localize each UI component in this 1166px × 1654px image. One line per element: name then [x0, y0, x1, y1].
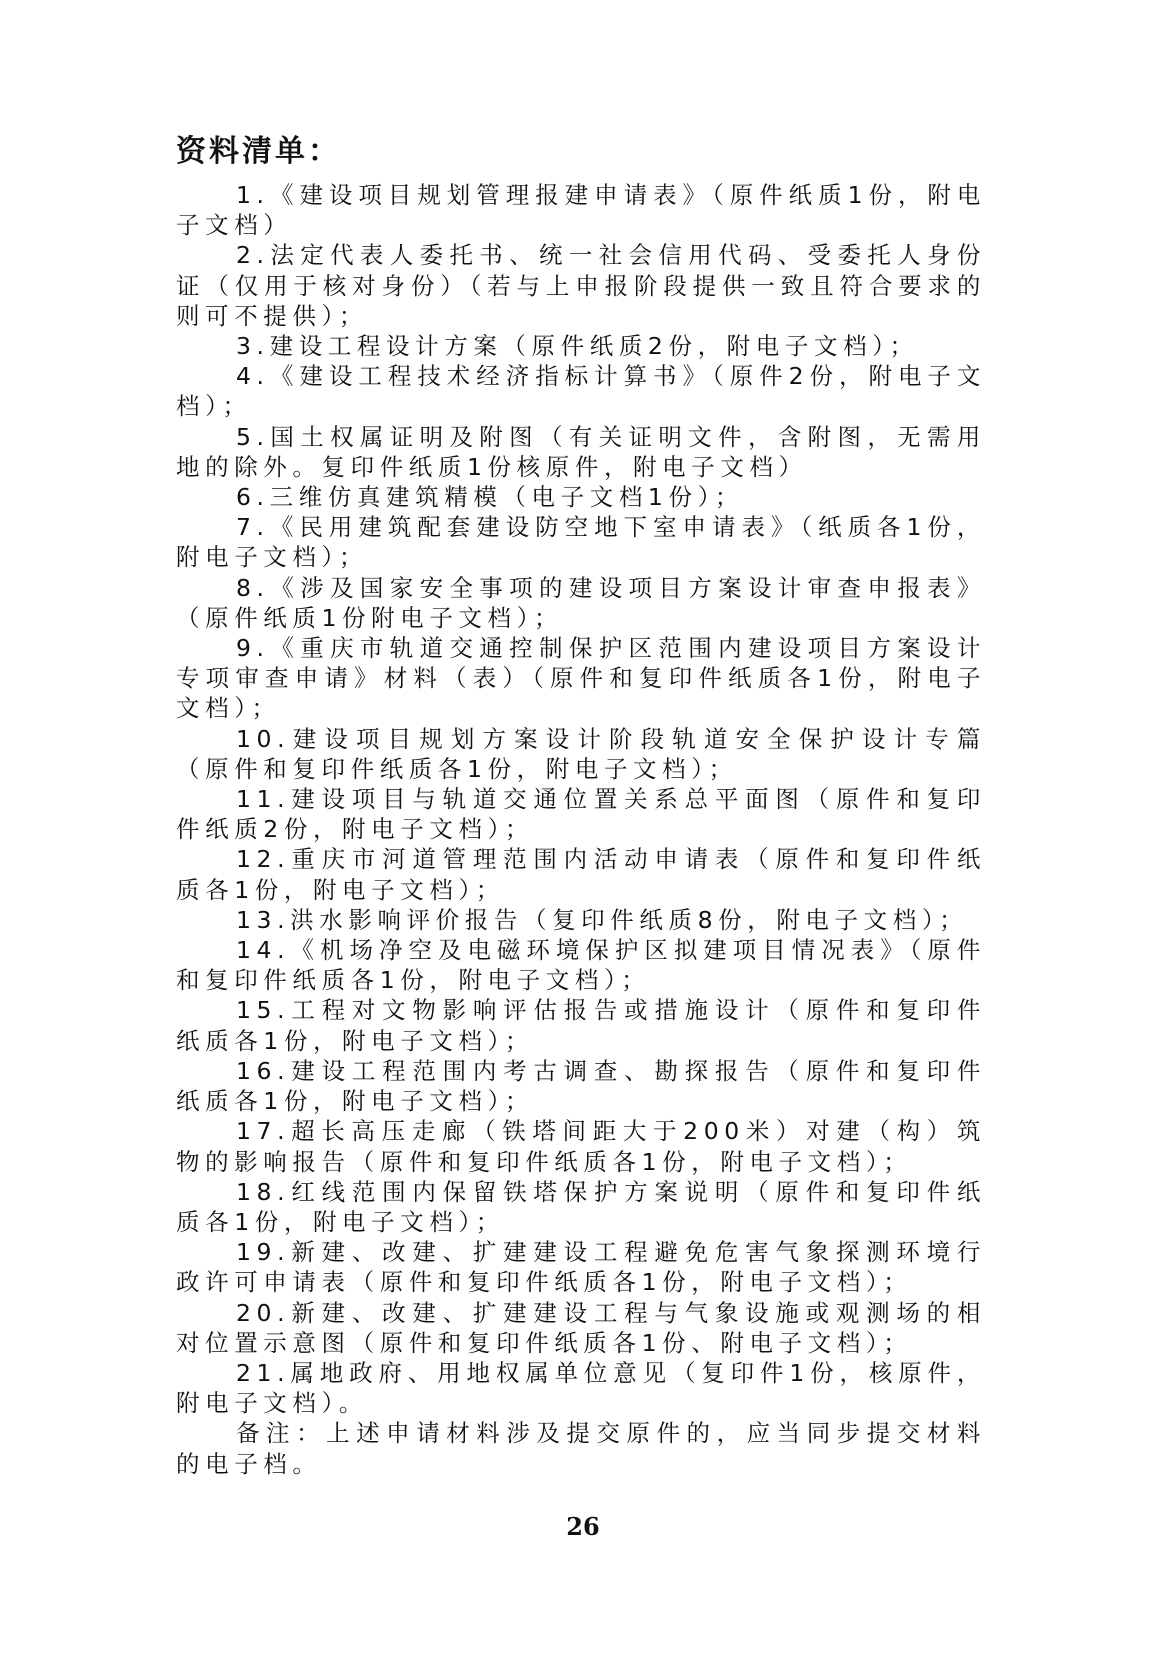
list-item: 14.《机场净空及电磁环境保护区拟建项目情况表》（原件和复印件纸质各1份，附电子文档）； — [176, 936, 986, 995]
list-item: 15.工程对文物影响评估报告或措施设计（原件和复印件纸质各1份，附电子文档）； — [176, 996, 986, 1055]
list-item: 18.红线范围内保留铁塔保护方案说明（原件和复印件纸质各1份，附电子文档）； — [176, 1177, 986, 1236]
list-item: 13.洪水影响评价报告（复印件纸质8份，附电子文档）； — [236, 905, 969, 934]
list-item: 12.重庆市河道管理范围内活动申请表（原件和复印件纸质各1份，附电子文档）； — [176, 845, 986, 904]
list-item: 4.《建设工程技术经济指标计算书》（原件2份，附电子文档）； — [176, 362, 986, 421]
list-item: 7.《民用建筑配套建设防空地下室申请表》（纸质各1份，附电子文档）； — [176, 513, 986, 572]
list-item: 21.属地政府、用地权属单位意见（复印件1份，核原件，附电子文档）。 — [176, 1358, 986, 1418]
page-number: 26 — [566, 1512, 600, 1541]
list-item: 10.建设项目规划方案设计阶段轨道安全保护设计专篇（原件和复印件纸质各1份，附电子文档）； — [176, 724, 986, 783]
list-item: 8.《涉及国家安全事项的建设项目方案设计审查申报表》（原件纸质1份附电子文档）； — [176, 573, 986, 632]
list-item: 17.超长高压走廊（铁塔间距大于200米）对建（构）筑物的影响报告（原件和复印件纸质各1份，附电子文档）； — [176, 1117, 986, 1176]
remark-note: 备注：上述申请材料涉及提交原件的，应当同步提交材料的电子档。 — [176, 1419, 986, 1478]
list-item: 6.三维仿真建筑精模（电子文档1份）； — [236, 483, 745, 512]
list-item: 20.新建、改建、扩建建设工程与气象设施或观测场的相对位置示意图（原件和复印件纸质各1份、附电子文档）； — [176, 1298, 986, 1357]
list-item: 19.新建、改建、扩建建设工程避免危害气象探测环境行政许可申请表（原件和复印件纸质各1份，附电子文档）； — [176, 1238, 986, 1297]
list-item: 11.建设项目与轨道交通位置关系总平面图（原件和复印件纸质2份，附电子文档）； — [176, 785, 986, 844]
list-item: 5.国土权属证明及附图（有关证明文件，含附图，无需用地的除外。复印件纸质1份核原件，附电子文档） — [176, 422, 986, 481]
list-item: 16.建设工程范围内考古调查、勘探报告（原件和复印件纸质各1份，附电子文档）； — [176, 1056, 986, 1116]
document-body — [176, 180, 986, 1479]
list-item: 9.《重庆市轨道交通控制保护区范围内建设项目方案设计专项审查申请》材料（表）（原件和复印件纸质各1份，附电子文档）； — [176, 634, 986, 723]
list-item: 1.《建设项目规划管理报建申请表》（原件纸质1份，附电子文档） — [176, 181, 986, 240]
list-item: 2.法定代表人委托书、统一社会信用代码、受委托人身份证（仅用于核对身份）（若与上申报阶段提供一致且符合要求的则可不提供）； — [176, 241, 986, 330]
page-heading: 资料清单： — [176, 134, 341, 169]
list-item: 3.建设工程设计方案（原件纸质2份，附电子文档）； — [236, 332, 919, 361]
